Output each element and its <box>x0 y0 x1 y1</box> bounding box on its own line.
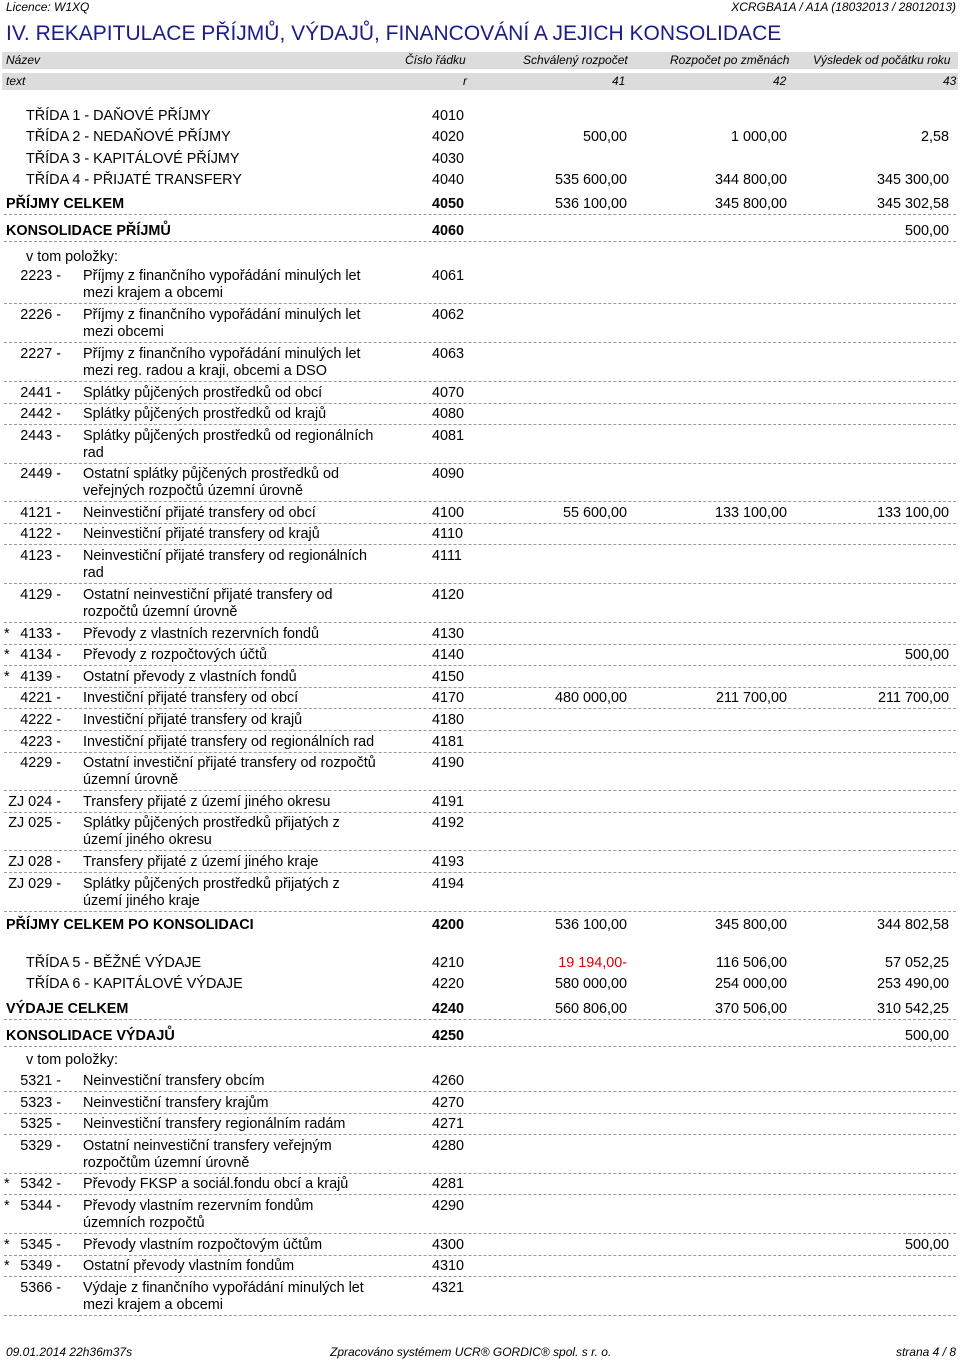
row-divider <box>4 1194 956 1195</box>
row-code: 4133 - <box>20 626 61 642</box>
value-after-changes: 1 000,00 <box>730 129 787 145</box>
row-number: 4130 <box>432 626 465 642</box>
row-code: 4123 - <box>20 548 61 564</box>
row-code: 4223 - <box>20 734 61 750</box>
row-divider <box>4 214 956 215</box>
col-after-changes: Rozpočet po změnách <box>670 53 790 67</box>
row-code: 5366 - <box>20 1280 61 1296</box>
row-description-continued: rad <box>83 445 104 461</box>
row-number: 4140 <box>432 647 465 663</box>
row-divider <box>4 1113 956 1114</box>
row-code: 4229 - <box>20 755 61 771</box>
row-description: Ostatní investiční přijaté transfery od rozpočtů <box>83 755 376 771</box>
row-number: 4240 <box>432 1001 465 1017</box>
row-divider <box>4 1046 956 1047</box>
value-result: 500,00 <box>904 1237 949 1253</box>
row-number: 4090 <box>432 466 465 482</box>
row-description: Převody FKSP a sociál.fondu obcí a krajů <box>83 1176 349 1192</box>
row-number: 4111 <box>432 548 462 564</box>
row-code: 4121 - <box>20 505 61 521</box>
value-result: 344 802,58 <box>876 917 949 933</box>
row-divider <box>4 1134 956 1135</box>
row-code: 5345 - <box>20 1237 61 1253</box>
row-code: ZJ 025 - <box>8 815 61 831</box>
row-number: 4260 <box>432 1073 465 1089</box>
row-code: 5329 - <box>20 1138 61 1154</box>
row-divider <box>4 241 956 242</box>
col-43: 43 <box>943 74 957 88</box>
row-code: 4122 - <box>20 526 61 542</box>
row-code: 2226 - <box>20 307 61 323</box>
row-divider <box>4 850 956 851</box>
row-number: 4220 <box>432 976 465 992</box>
row-description-continued: rozpočtům územní úrovně <box>83 1155 250 1171</box>
row-number: 4270 <box>432 1095 465 1111</box>
col-result: Výsledek od počátku roku <box>813 53 951 67</box>
row-divider <box>4 1091 956 1092</box>
row-number: 4321 <box>432 1280 465 1296</box>
row-divider <box>4 1019 956 1020</box>
row-description: TŘÍDA 2 - NEDAŇOVÉ PŘÍJMY <box>26 129 231 145</box>
value-result: 57 052,25 <box>884 955 949 971</box>
row-description: TŘÍDA 3 - KAPITÁLOVÉ PŘÍJMY <box>26 151 240 167</box>
row-divider <box>4 403 956 404</box>
row-description: Převody z vlastních rezervních fondů <box>83 626 319 642</box>
row-description: Splátky půjčených prostředků přijatých z <box>83 876 340 892</box>
value-after-changes: 345 800,00 <box>714 917 787 933</box>
report-id: XCRGBA1A / A1A (18032013 / 28012013) <box>731 0 956 14</box>
row-description: KONSOLIDACE VÝDAJŮ <box>6 1028 175 1044</box>
row-description: Neinvestiční transfery krajům <box>83 1095 269 1111</box>
value-after-changes: 370 506,00 <box>714 1001 787 1017</box>
row-divider <box>4 790 956 791</box>
row-divider <box>4 1276 956 1277</box>
row-number: 4080 <box>432 406 465 422</box>
row-description: Ostatní převody z vlastních fondů <box>83 669 297 685</box>
row-description: Převody vlastním rozpočtovým účtům <box>83 1237 323 1253</box>
row-star: * <box>4 647 10 663</box>
row-code: 4134 - <box>20 647 61 663</box>
row-divider <box>4 708 956 709</box>
value-after-changes: 116 506,00 <box>716 955 787 971</box>
value-result: 500,00 <box>904 1028 949 1044</box>
row-description: Ostatní splátky půjčených prostředků od <box>83 466 339 482</box>
row-star: * <box>4 669 10 685</box>
row-description: Investiční přijaté transfery od krajů <box>83 712 303 728</box>
row-description: Investiční přijaté transfery od obcí <box>83 690 299 706</box>
value-approved: 55 600,00 <box>562 505 627 521</box>
row-code: ZJ 024 - <box>8 794 61 810</box>
value-result: 310 542,25 <box>876 1001 949 1017</box>
row-divider <box>4 1233 956 1234</box>
footer-timestamp: 09.01.2014 22h36m37s <box>6 1345 133 1359</box>
row-number: 4081 <box>432 428 465 444</box>
row-description-continued: mezi reg. radou a kraji, obcemi a DSO <box>83 363 327 379</box>
col-41: 41 <box>612 74 626 88</box>
value-approved: 580 000,00 <box>554 976 627 992</box>
row-description: Příjmy z finančního vypořádání minulých let <box>83 307 361 323</box>
row-number: 4280 <box>432 1138 465 1154</box>
row-number: 4050 <box>432 196 465 212</box>
value-result: 345 302,58 <box>876 196 949 212</box>
row-description: KONSOLIDACE PŘÍJMŮ <box>6 223 171 239</box>
value-result: 211 700,00 <box>878 690 949 706</box>
row-description: VÝDAJE CELKEM <box>6 1001 129 1017</box>
value-result: 133 100,00 <box>876 505 949 521</box>
row-code: 5321 - <box>20 1073 61 1089</box>
row-code: ZJ 028 - <box>8 854 61 870</box>
row-description-continued: mezi krajem a obcemi <box>83 285 223 301</box>
row-number: 4061 <box>432 268 465 284</box>
row-divider <box>4 501 956 502</box>
row-description: Splátky půjčených prostředků od krajů <box>83 406 327 422</box>
row-number: 4310 <box>432 1258 465 1274</box>
row-number: 4181 <box>432 734 465 750</box>
row-number: 4040 <box>432 172 465 188</box>
value-approved: 535 600,00 <box>554 172 627 188</box>
row-description: Neinvestiční transfery obcím <box>83 1073 265 1089</box>
row-code: 2449 - <box>20 466 61 482</box>
row-divider <box>4 730 956 731</box>
row-code: 5323 - <box>20 1095 61 1111</box>
row-description: Příjmy z finančního vypořádání minulých let <box>83 268 361 284</box>
value-approved: 500,00 <box>582 129 627 145</box>
row-divider <box>4 644 956 645</box>
col-approved: Schválený rozpočet <box>523 53 628 67</box>
row-description: PŘÍJMY CELKEM PO KONSOLIDACI <box>6 917 254 933</box>
row-description: Výdaje z finančního vypořádání minulých let <box>83 1280 364 1296</box>
row-description: Splátky půjčených prostředků přijatých z <box>83 815 340 831</box>
row-code: 2441 - <box>20 385 61 401</box>
footer-processed-by: Zpracováno systémem UCR® GORDIC® spol. s r. o. <box>330 1345 612 1359</box>
row-divider <box>4 523 956 524</box>
row-number: 4100 <box>432 505 465 521</box>
col-row-no: Číslo řádku <box>405 53 466 67</box>
row-number: 4170 <box>432 690 465 706</box>
row-divider <box>4 872 956 873</box>
value-result: 345 300,00 <box>876 172 949 188</box>
row-number: 4281 <box>432 1176 465 1192</box>
value-result: 253 490,00 <box>876 976 949 992</box>
row-description-continued: území jiného kraje <box>83 893 200 909</box>
row-description: PŘÍJMY CELKEM <box>6 196 125 212</box>
row-number: 4120 <box>432 587 465 603</box>
row-code: 2443 - <box>20 428 61 444</box>
row-divider <box>4 665 956 666</box>
col-text: text <box>6 74 26 88</box>
row-code: 5342 - <box>20 1176 61 1192</box>
value-after-changes: 345 800,00 <box>714 196 787 212</box>
value-approved: 536 100,00 <box>554 196 627 212</box>
row-description-continued: rozpočtů územní úrovně <box>83 604 238 620</box>
value-result: 500,00 <box>904 223 949 239</box>
row-number: 4190 <box>432 755 465 771</box>
row-divider <box>4 1255 956 1256</box>
row-number: 4192 <box>432 815 465 831</box>
value-after-changes: 133 100,00 <box>714 505 787 521</box>
row-code: 4139 - <box>20 669 61 685</box>
row-star: * <box>4 1237 10 1253</box>
row-description: TŘÍDA 4 - PŘIJATÉ TRANSFERY <box>26 172 242 188</box>
column-header-bar <box>2 52 958 69</box>
row-number: 4193 <box>432 854 465 870</box>
licence-label: Licence: W1XQ <box>6 0 90 14</box>
row-description: TŘÍDA 1 - DAŇOVÉ PŘÍJMY <box>26 108 211 124</box>
row-description: Transfery přijaté z území jiného okresu <box>83 794 331 810</box>
row-description: Neinvestiční přijaté transfery od regionálních <box>83 548 367 564</box>
row-number: 4150 <box>432 669 465 685</box>
row-star: * <box>4 1176 10 1192</box>
row-number: 4200 <box>432 917 465 933</box>
row-description: Ostatní převody vlastním fondům <box>83 1258 295 1274</box>
row-description-continued: veřejných rozpočtů územní úrovně <box>83 483 303 499</box>
row-divider <box>4 424 956 425</box>
row-star: * <box>4 1258 10 1274</box>
value-after-changes: 211 700,00 <box>716 690 787 706</box>
value-result: 500,00 <box>904 647 949 663</box>
row-number: 4020 <box>432 129 465 145</box>
row-description: Převody vlastním rezervním fondům <box>83 1198 314 1214</box>
row-description: Neinvestiční přijaté transfery od obcí <box>83 505 316 521</box>
column-subheader-bar <box>2 73 958 90</box>
row-description: v tom položky: <box>26 249 118 265</box>
value-approved: 536 100,00 <box>554 917 627 933</box>
row-code: 5344 - <box>20 1198 61 1214</box>
row-description: Splátky půjčených prostředků od obcí <box>83 385 323 401</box>
value-after-changes: 344 800,00 <box>714 172 787 188</box>
row-code: 4221 - <box>20 690 61 706</box>
row-description-continued: mezi obcemi <box>83 324 164 340</box>
row-number: 4191 <box>432 794 465 810</box>
row-description: Splátky půjčených prostředků od regionálních <box>83 428 374 444</box>
row-divider <box>4 303 956 304</box>
row-description: Neinvestiční transfery regionálním radám <box>83 1116 346 1132</box>
row-description: TŘÍDA 6 - KAPITÁLOVÉ VÝDAJE <box>26 976 243 992</box>
row-number: 4271 <box>432 1116 465 1132</box>
row-number: 4010 <box>432 108 465 124</box>
row-number: 4030 <box>432 151 465 167</box>
value-after-changes: 254 000,00 <box>714 976 787 992</box>
row-star: * <box>4 626 10 642</box>
row-description: TŘÍDA 5 - BĚŽNÉ VÝDAJE <box>26 955 202 971</box>
row-number: 4180 <box>432 712 465 728</box>
row-description: Ostatní neinvestiční přijaté transfery od <box>83 587 333 603</box>
row-description: Investiční přijaté transfery od regionálních rad <box>83 734 375 750</box>
row-code: ZJ 029 - <box>8 876 61 892</box>
row-description: Převody z rozpočtových účtů <box>83 647 267 663</box>
value-approved: 19 194,00- <box>558 955 627 971</box>
row-divider <box>4 911 956 912</box>
row-divider <box>4 1173 956 1174</box>
row-number: 4194 <box>432 876 465 892</box>
row-number: 4070 <box>432 385 465 401</box>
row-code: 5349 - <box>20 1258 61 1274</box>
value-approved: 560 806,00 <box>554 1001 627 1017</box>
row-description-continued: mezi krajem a obcemi <box>83 1297 223 1313</box>
row-description: Neinvestiční přijaté transfery od krajů <box>83 526 320 542</box>
row-description: v tom položky: <box>26 1052 118 1068</box>
row-divider <box>4 1315 956 1316</box>
row-description: Transfery přijaté z území jiného kraje <box>83 854 319 870</box>
page-title: IV. REKAPITULACE PŘÍJMŮ, VÝDAJŮ, FINANCOVÁNÍ A JEJICH KONSOLIDACE <box>6 22 782 45</box>
row-divider <box>4 622 956 623</box>
row-number: 4062 <box>432 307 465 323</box>
row-code: 2442 - <box>20 406 61 422</box>
row-description-continued: rad <box>83 565 104 581</box>
footer-page: strana 4 / 8 <box>895 1345 956 1359</box>
row-description-continued: územní úrovně <box>83 772 179 788</box>
row-divider <box>4 342 956 343</box>
row-divider <box>4 463 956 464</box>
row-star: * <box>4 1198 10 1214</box>
col-r: r <box>463 74 467 88</box>
col-42: 42 <box>773 74 787 88</box>
row-divider <box>4 752 956 753</box>
row-description-continued: území jiného okresu <box>83 832 212 848</box>
row-code: 5325 - <box>20 1116 61 1132</box>
row-number: 4060 <box>432 223 465 239</box>
row-divider <box>4 381 956 382</box>
row-number: 4250 <box>432 1028 465 1044</box>
row-number: 4300 <box>432 1237 465 1253</box>
row-number: 4290 <box>432 1198 465 1214</box>
row-description: Příjmy z finančního vypořádání minulých let <box>83 346 361 362</box>
row-description-continued: územních rozpočtů <box>83 1215 205 1231</box>
row-number: 4063 <box>432 346 465 362</box>
row-number: 4110 <box>432 526 463 542</box>
row-code: 4129 - <box>20 587 61 603</box>
col-name: Název <box>6 53 41 67</box>
row-divider <box>4 544 956 545</box>
row-number: 4210 <box>432 955 465 971</box>
row-code: 2223 - <box>20 268 61 284</box>
row-divider <box>4 812 956 813</box>
row-code: 4222 - <box>20 712 61 728</box>
row-divider <box>4 583 956 584</box>
value-approved: 480 000,00 <box>554 690 627 706</box>
value-result: 2,58 <box>920 129 949 145</box>
row-code: 2227 - <box>20 346 61 362</box>
row-divider <box>4 687 956 688</box>
row-description: Ostatní neinvestiční transfery veřejným <box>83 1138 332 1154</box>
